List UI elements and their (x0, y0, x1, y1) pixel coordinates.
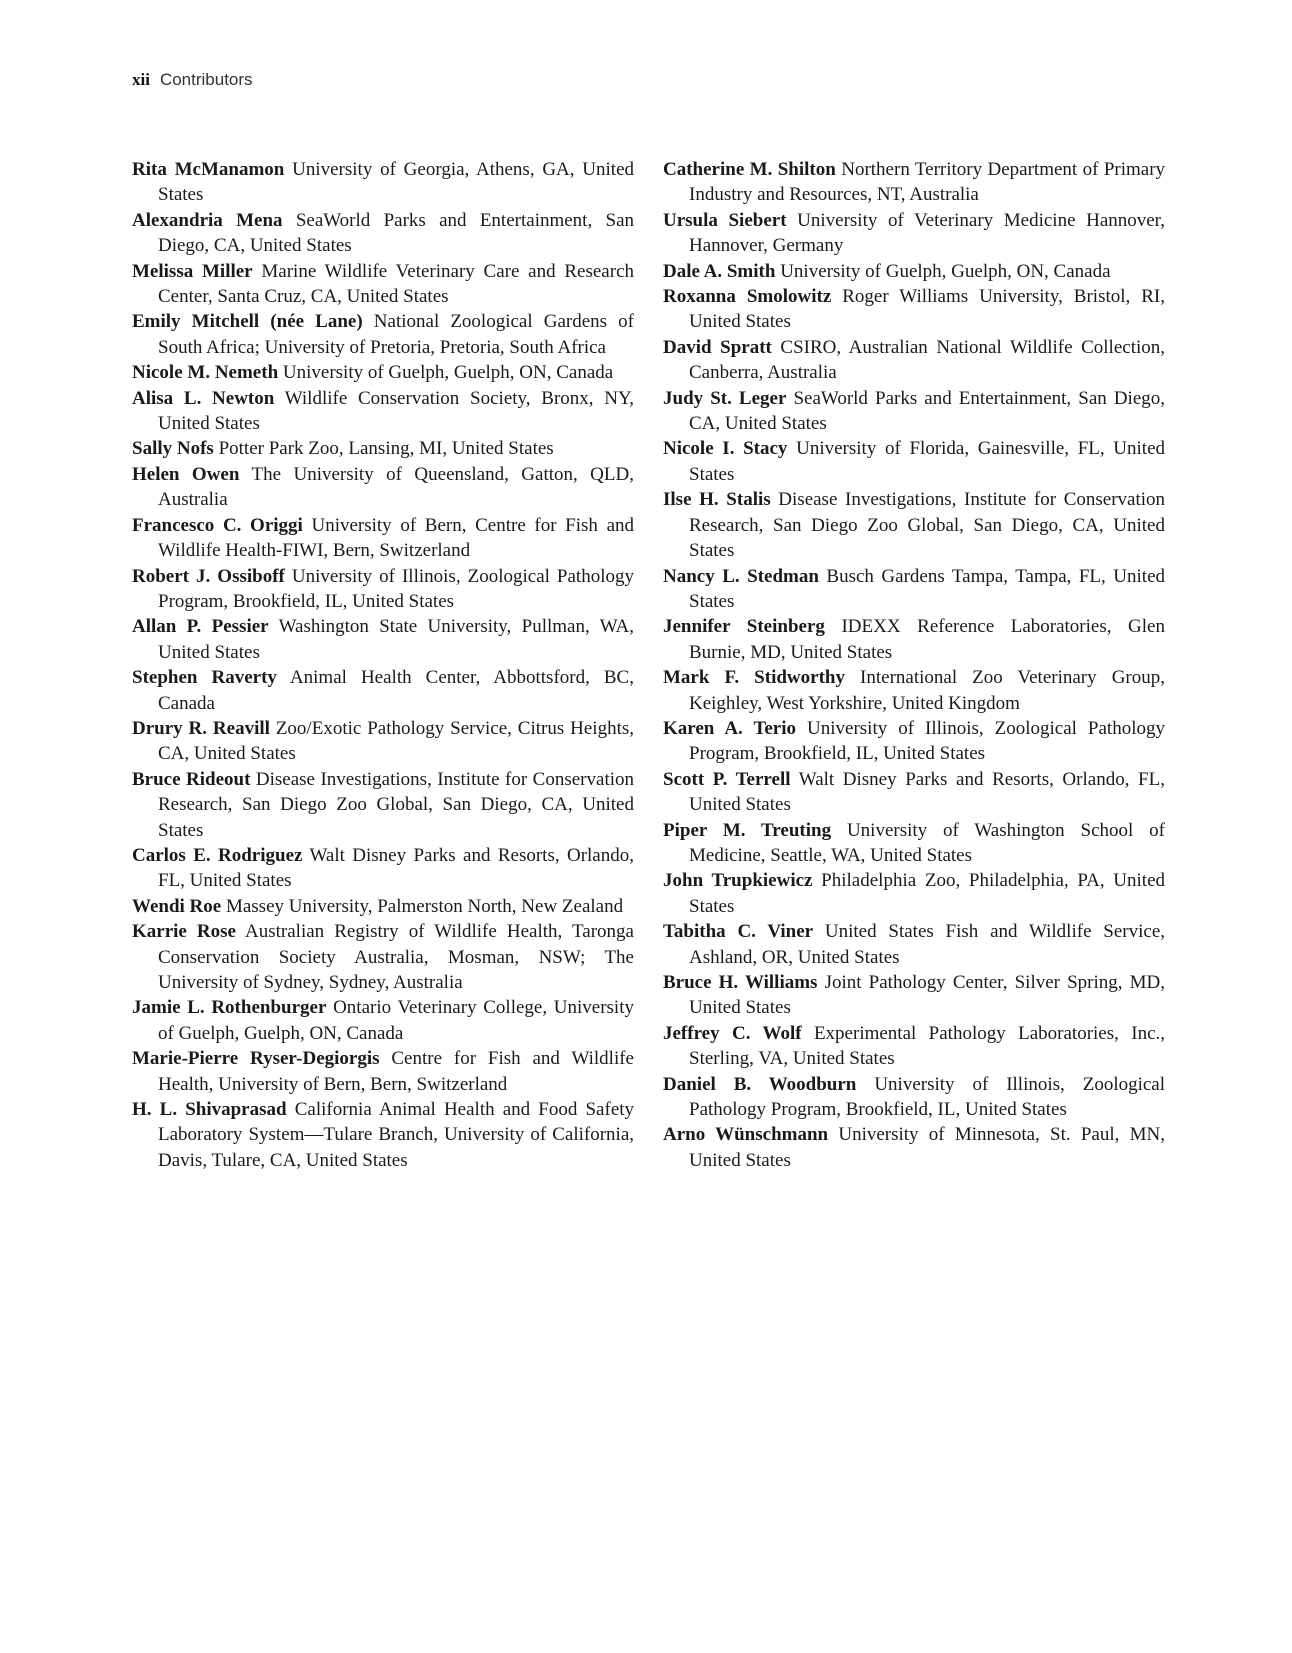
contributor-entry (663, 665, 1165, 716)
contributor-name: Jennifer Steinberg (663, 616, 825, 638)
contributor-name: Scott P. Terrell (663, 768, 791, 790)
contributor-affiliation: University of Washington School of Medicine, Seattle, WA, United States (689, 819, 1166, 866)
contributor-entry (132, 614, 634, 665)
contributor-name: Alexandria Mena (132, 209, 283, 231)
contributor-affiliation: University of Illinois, Zoological Pathology Program, Brookfield, IL, United States (158, 565, 634, 612)
contributor-name: Bruce H. Williams (663, 972, 818, 993)
contributor-entry (132, 259, 634, 310)
contributor-affiliation: The University of Queensland, Gatton, QLD, Australia (158, 463, 634, 511)
contributor-name: Catherine M. Shilton (663, 159, 836, 180)
contributor-affiliation: Roger Williams University, Bristol, RI, United States (689, 286, 1165, 333)
contributor-affiliation: University of Guelph, Guelph, ON, Canada (282, 362, 614, 384)
running-head (132, 70, 253, 90)
contributor-entry (132, 1046, 634, 1097)
contributor-entry (663, 818, 1165, 869)
contributor-entry (132, 360, 634, 385)
contributor-affiliation: Northern Territory Department of Primary Industry and Resources, NT, Australia (689, 159, 1166, 206)
contributor-entry (132, 919, 634, 995)
contributor-affiliation: IDEXX Reference Laboratories, Glen Burnie, MD, United States (689, 616, 1165, 663)
contributor-affiliation: Joint Pathology Center, Silver Spring, MD, United States (689, 972, 1166, 1019)
contributor-entry (663, 436, 1165, 487)
contributor-name: Roxanna Smolowitz (663, 286, 832, 308)
contributor-name: Drury R. Reavill (132, 717, 270, 739)
contributor-name: Robert J. Ossiboff (132, 565, 285, 587)
contributor-affiliation: University of Bern, Centre for Fish and Wildlife Health-FIWI, Bern, Switzerland (158, 514, 634, 562)
contributor-name: Rita McManamon (132, 159, 285, 180)
contributor-affiliation: Disease Investigations, Institute for Conservation Research, San Diego Zoo Global, San Diego, CA, United States (689, 489, 1166, 562)
contributor-name: Jamie L. Rothenburger (132, 997, 327, 1019)
contributor-affiliation: Busch Gardens Tampa, Tampa, FL, United States (689, 565, 1165, 612)
contributor-entry (132, 462, 634, 513)
contributor-name: Sally Nofs (132, 438, 214, 460)
contributor-name: Wendi Roe (132, 895, 222, 917)
contributor-name: Ursula Siebert (663, 209, 787, 231)
contributor-entry (132, 513, 634, 564)
contributor-affiliation: Australian Registry of Wildlife Health, Taronga Conservation Society Australia, Mosman, NSW; The University of Sydney, Sydney, Australia (158, 921, 634, 993)
contributor-affiliation: Zoo/Exotic Pathology Service, Citrus Heights, CA, United States (158, 717, 634, 765)
contributor-entry (663, 767, 1165, 818)
contributor-name: Tabitha C. Viner (663, 921, 814, 943)
contributor-name: Marie-Pierre Ryser-Degiorgis (132, 1048, 380, 1070)
contributor-name: Carlos E. Rodriguez (132, 844, 303, 866)
contributor-affiliation: Centre for Fish and Wildlife Health, University of Bern, Bern, Switzerland (158, 1048, 634, 1095)
contributor-affiliation: International Zoo Veterinary Group, Keighley, West Yorkshire, United Kingdom (689, 667, 1165, 714)
contributor-affiliation: Disease Investigations, Institute for Conservation Research, San Diego Zoo Global, San Diego, CA, United States (158, 768, 634, 841)
contributor-entry (132, 564, 634, 615)
contributor-affiliation: SeaWorld Parks and Entertainment, San Diego, CA, United States (158, 209, 635, 257)
contributor-affiliation: Potter Park Zoo, Lansing, MI, United States (218, 438, 554, 460)
contributor-name: Ilse H. Stalis (663, 489, 771, 511)
contributor-name: Allan P. Pessier (132, 616, 269, 638)
contributor-entry (663, 716, 1165, 767)
contributor-affiliation: University of Illinois, Zoological Pathology Program, Brookfield, IL, United States (689, 717, 1165, 765)
contributor-name: Melissa Miller (132, 260, 253, 282)
contributor-entry (663, 564, 1165, 615)
contributor-entry (663, 1072, 1165, 1123)
contributor-affiliation: Wildlife Conservation Society, Bronx, NY, United States (158, 387, 634, 435)
contributor-name: Mark F. Stidworthy (663, 667, 845, 689)
contributor-entry (663, 259, 1165, 284)
contributor-entry (663, 208, 1165, 259)
contributor-entry (663, 487, 1165, 563)
contributor-affiliation: National Zoological Gardens of South Africa; University of Pretoria, Pretoria, South Africa (158, 311, 634, 358)
contributor-entry (132, 894, 634, 919)
contributor-entry (663, 970, 1165, 1021)
contributor-affiliation: University of Illinois, Zoological Pathology Program, Brookfield, IL, United States (689, 1073, 1166, 1121)
page-number: xii (132, 70, 150, 89)
contributor-affiliation: Ontario Veterinary College, University of Guelph, Guelph, ON, Canada (158, 997, 634, 1044)
contributor-affiliation: United States Fish and Wildlife Service, Ashland, OR, United States (689, 921, 1166, 968)
contributor-name: Nicole M. Nemeth (132, 362, 279, 384)
contributor-affiliation: California Animal Health and Food Safety Laboratory System—Tulare Branch, University of California, Davis, Tulare, CA, United States (158, 1099, 635, 1171)
contributor-name: Dale A. Smith (663, 260, 776, 282)
contributor-entry (663, 157, 1165, 208)
contributor-entry (132, 995, 634, 1046)
contributor-name: Piper M. Treuting (663, 819, 832, 841)
contributor-affiliation: Philadelphia Zoo, Philadelphia, PA, United States (689, 870, 1166, 917)
contributor-affiliation: Walt Disney Parks and Resorts, Orlando, FL, United States (158, 844, 634, 892)
contributor-name: Jeffrey C. Wolf (663, 1022, 802, 1044)
contributor-name: Francesco C. Origgi (132, 514, 303, 536)
contributor-affiliation: University of Florida, Gainesville, FL, United States (689, 438, 1165, 485)
contributor-name: Nicole I. Stacy (663, 438, 788, 460)
section-title: Contributors (159, 70, 253, 89)
contributor-name: John Trupkiewicz (663, 870, 813, 892)
contributor-entry (132, 157, 634, 208)
contributor-name: Arno Wünschmann (663, 1124, 829, 1146)
contributor-entry (663, 868, 1165, 919)
contributor-name: Emily Mitchell (née Lane) (132, 311, 363, 333)
contributor-affiliation: Animal Health Center, Abbottsford, BC, Canada (158, 667, 634, 714)
contributor-entry (132, 436, 634, 461)
contributor-entry (663, 284, 1165, 335)
contributor-name: H. L. Shivaprasad (132, 1099, 287, 1121)
contributor-entry (663, 386, 1165, 437)
contributors-left-column (132, 157, 634, 1173)
contributor-affiliation: University of Guelph, Guelph, ON, Canada (780, 260, 1111, 282)
contributor-entry (663, 1122, 1165, 1173)
contributor-entry (132, 767, 634, 843)
contributor-name: Bruce Rideout (132, 768, 251, 790)
contributor-name: Karrie Rose (132, 921, 236, 943)
contributors-right-column (663, 157, 1165, 1173)
contributor-entry (132, 208, 634, 259)
contributor-affiliation: University of Georgia, Athens, GA, United States (158, 159, 635, 206)
contributor-affiliation: Marine Wildlife Veterinary Care and Research Center, Santa Cruz, CA, United States (158, 260, 634, 308)
contributor-affiliation: Washington State University, Pullman, WA, United States (158, 616, 634, 663)
contributor-entry (663, 335, 1165, 386)
contributor-name: Helen Owen (132, 463, 240, 485)
contributor-entry (663, 919, 1165, 970)
contributor-affiliation: University of Minnesota, St. Paul, MN, United States (689, 1124, 1165, 1171)
contributor-affiliation: Massey University, Palmerston North, New Zealand (225, 895, 624, 917)
contributor-name: Stephen Raverty (132, 667, 277, 689)
contributor-affiliation: SeaWorld Parks and Entertainment, San Diego, CA, United States (689, 387, 1166, 435)
contributor-affiliation: CSIRO, Australian National Wildlife Collection, Canberra, Australia (689, 336, 1166, 384)
contributor-name: Daniel B. Woodburn (663, 1073, 857, 1095)
contributor-entry (132, 1097, 634, 1173)
contributor-entry (663, 614, 1165, 665)
contributor-entry (663, 1021, 1165, 1072)
contributor-entry (132, 843, 634, 894)
contributor-name: Karen A. Terio (663, 717, 797, 739)
contributor-entry (132, 309, 634, 360)
contributor-name: Judy St. Leger (663, 387, 787, 409)
contributor-name: Alisa L. Newton (132, 387, 275, 409)
contributor-entry (132, 665, 634, 716)
contributor-name: Nancy L. Stedman (663, 565, 819, 587)
contributor-entry (132, 716, 634, 767)
contributor-affiliation: Walt Disney Parks and Resorts, Orlando, FL, United States (689, 768, 1165, 816)
contributor-name: David Spratt (663, 336, 772, 358)
contributor-affiliation: University of Veterinary Medicine Hannover, Hannover, Germany (689, 209, 1166, 257)
contributor-affiliation: Experimental Pathology Laboratories, Inc., Sterling, VA, United States (689, 1022, 1166, 1070)
contributor-entry (132, 386, 634, 437)
